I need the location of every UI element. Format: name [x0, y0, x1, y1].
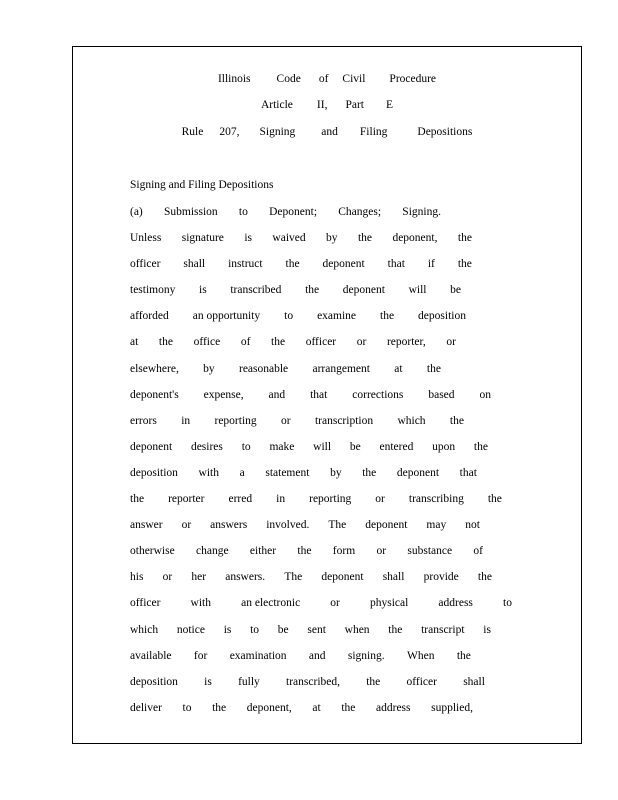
body-word: deponent, — [246, 701, 292, 714]
header-word: of — [318, 73, 329, 85]
body-word: the — [271, 336, 286, 349]
body-word: physical — [369, 597, 409, 610]
body-word: examination — [229, 649, 287, 662]
body-word: otherwise — [130, 545, 175, 558]
body-word: that — [310, 388, 328, 401]
body-word: transcribing — [408, 493, 464, 506]
body-word: answers — [210, 519, 248, 532]
body-word: Unless — [130, 232, 162, 245]
body-word: or — [376, 545, 387, 558]
body-word: Deponent; — [269, 206, 318, 218]
body-word: provide — [423, 571, 459, 584]
body-word: office — [193, 336, 221, 349]
body-word: will — [313, 440, 332, 453]
body-word: by — [326, 232, 338, 245]
body-word: will — [408, 284, 427, 297]
body-word: reporting — [309, 493, 352, 506]
body-word: deposition — [130, 675, 178, 688]
body-word: for — [193, 649, 208, 662]
body-word: reasonable — [238, 362, 289, 375]
body-word: transcript — [421, 623, 465, 636]
header-line-statute — [73, 72, 581, 86]
body-word: or — [375, 493, 385, 506]
body-line — [130, 570, 492, 596]
body-word: is — [244, 232, 252, 245]
body-line — [130, 492, 502, 518]
body-word: officer — [130, 258, 161, 271]
body-line — [130, 335, 456, 361]
body-word: not — [465, 519, 480, 532]
body-word: answers. — [225, 571, 266, 584]
body-word: to — [284, 310, 294, 323]
body-word: either — [249, 545, 277, 558]
header-word: 207, — [219, 126, 240, 138]
body-line — [130, 231, 472, 257]
body-line — [130, 440, 488, 466]
body-word: desires — [190, 440, 223, 453]
body-word: to — [182, 701, 192, 714]
body-word: deponent — [396, 466, 440, 479]
body-word: officer — [305, 336, 337, 349]
body-word: deposition — [418, 310, 466, 323]
header-line-article — [73, 98, 581, 112]
header-word: Code — [276, 73, 301, 85]
body-word: involved. — [266, 519, 310, 532]
body-word: deponent — [321, 571, 364, 584]
body-word: that — [387, 258, 405, 271]
body-word: to — [503, 597, 512, 610]
body-word: in — [276, 493, 286, 506]
body-word: transcription — [314, 414, 374, 427]
body-word: reporter — [168, 493, 205, 506]
body-line — [130, 257, 472, 283]
body-word: shall — [463, 675, 485, 688]
header-word: and — [321, 126, 338, 138]
body-word: on — [479, 388, 491, 401]
body-word: Submission — [164, 206, 218, 218]
body-word: to — [250, 623, 260, 636]
body-word: entered — [379, 440, 414, 453]
body-word: that — [459, 466, 477, 479]
body-word: of — [240, 336, 251, 349]
body-word: the — [487, 493, 502, 506]
body-line — [130, 518, 480, 544]
body-word: which — [397, 414, 426, 427]
body-line — [130, 544, 483, 570]
body-word: the — [285, 258, 300, 271]
body-word: the — [388, 623, 403, 636]
body-line — [130, 283, 461, 309]
body-word: transcribed, — [286, 675, 340, 688]
body-word: reporting — [214, 414, 257, 427]
body-word: deponent's — [130, 388, 179, 401]
body-line — [130, 623, 491, 649]
body-word: afforded — [130, 310, 169, 323]
body-word: an electronic — [241, 597, 301, 610]
body-word: supplied, — [431, 701, 473, 714]
body-word: the — [457, 232, 472, 245]
body-line — [130, 701, 473, 727]
body-word: arrangement — [312, 362, 370, 375]
body-word: elsewhere, — [130, 362, 179, 375]
body-word: or — [162, 571, 173, 584]
body-word: The — [284, 571, 303, 584]
header-word: II, — [316, 99, 328, 111]
body-word: address — [438, 597, 473, 610]
body-word: be — [450, 284, 461, 297]
body-word: is — [223, 623, 232, 636]
body-word: with — [190, 597, 211, 610]
body-word: by — [203, 362, 215, 375]
body-word: substance — [407, 545, 453, 558]
body-word: if — [427, 258, 435, 271]
header-word: Article — [260, 99, 293, 111]
section-heading: Signing and Filing Depositions — [130, 179, 274, 191]
body-word: waived — [272, 232, 306, 245]
body-word: instruct — [228, 258, 263, 271]
body-word: of — [473, 545, 483, 558]
body-word: deliver — [130, 701, 162, 714]
body-word: the — [297, 545, 312, 558]
body-word: statement — [265, 466, 310, 479]
body-word: (a) — [130, 206, 143, 218]
body-word: or — [281, 414, 291, 427]
body-word: to — [241, 440, 251, 453]
body-word: the — [426, 362, 441, 375]
body-word: the — [449, 414, 464, 427]
body-word: the — [366, 675, 381, 688]
body-word: the — [477, 571, 492, 584]
body-word: make — [269, 440, 295, 453]
body-word: at — [394, 362, 403, 375]
body-word: deponent — [322, 258, 365, 271]
body-word: may — [426, 519, 447, 532]
body-word: the — [158, 336, 173, 349]
body-line — [130, 309, 466, 335]
body-word: fully — [238, 675, 260, 688]
body-word: the — [473, 440, 488, 453]
body-word: officer — [406, 675, 437, 688]
body-word: address — [376, 701, 411, 714]
body-word: notice — [176, 623, 205, 636]
body-word: the — [212, 701, 227, 714]
body-word: her — [191, 571, 207, 584]
body-text — [130, 205, 514, 727]
header-word: Signing — [259, 126, 296, 138]
body-word: sent — [307, 623, 326, 636]
body-word: the — [357, 232, 373, 245]
body-word: based — [428, 388, 455, 401]
header-word: Procedure — [389, 73, 437, 85]
body-word: the — [362, 466, 377, 479]
body-word: be — [349, 440, 361, 453]
body-word: signature — [181, 232, 224, 245]
body-word: deponent, — [392, 232, 438, 245]
header-word: Illinois — [217, 73, 251, 85]
body-line — [130, 596, 512, 622]
header-word: Rule — [181, 126, 204, 138]
body-word: a — [239, 466, 245, 479]
header-word: Filing — [359, 126, 388, 138]
body-line — [130, 414, 464, 440]
body-word: examine — [317, 310, 357, 323]
body-word: answer — [130, 519, 163, 532]
body-word: when — [344, 623, 370, 636]
body-word: reporter, — [386, 336, 426, 349]
body-word: upon — [432, 440, 456, 453]
header-word: Part — [345, 99, 364, 111]
body-word: deponent — [365, 519, 408, 532]
body-word: erred — [228, 493, 253, 506]
body-word: the — [130, 493, 145, 506]
body-word: with — [198, 466, 219, 479]
body-word: The — [328, 519, 347, 532]
body-line — [130, 388, 491, 414]
body-word: signing. — [347, 649, 385, 662]
body-word: or — [446, 336, 456, 349]
body-word: is — [483, 623, 491, 636]
body-word: an opportunity — [192, 310, 261, 323]
body-word: and — [308, 649, 326, 662]
body-word: or — [181, 519, 192, 532]
body-word: the — [305, 284, 320, 297]
body-word: Signing. — [402, 206, 441, 218]
body-word: is — [199, 284, 207, 297]
body-word: deponent — [130, 440, 173, 453]
body-word: expense, — [203, 388, 244, 401]
body-word: at — [312, 701, 321, 714]
body-line — [130, 675, 485, 701]
body-word: form — [332, 545, 356, 558]
body-word: the — [456, 649, 471, 662]
header-word: E — [385, 99, 394, 111]
body-word: When — [407, 649, 435, 662]
header-word: Depositions — [417, 126, 473, 138]
body-word: and — [268, 388, 286, 401]
body-word: is — [204, 675, 212, 688]
body-word: corrections — [352, 388, 404, 401]
body-line — [130, 466, 477, 492]
header-word: Civil — [342, 73, 366, 85]
body-word: officer — [130, 597, 161, 610]
body-word: his — [130, 571, 144, 584]
header-line-rule — [73, 125, 581, 139]
body-word: shall — [183, 258, 206, 271]
body-word: deponent — [342, 284, 385, 297]
body-word: by — [330, 466, 342, 479]
body-word: be — [277, 623, 289, 636]
body-word: the — [341, 701, 356, 714]
body-word: in — [181, 414, 191, 427]
body-word: Changes; — [338, 206, 382, 218]
body-word: available — [130, 649, 172, 662]
body-line — [130, 362, 441, 388]
body-line — [130, 649, 471, 675]
body-word: the — [457, 258, 472, 271]
body-word: deposition — [130, 466, 178, 479]
body-word: to — [238, 206, 248, 218]
body-word: which — [130, 623, 159, 636]
body-line — [130, 205, 441, 231]
body-word: or — [330, 597, 340, 610]
body-word: or — [356, 336, 367, 349]
body-word: errors — [130, 414, 157, 427]
body-word: shall — [382, 571, 405, 584]
body-word: testimony — [130, 284, 176, 297]
document-page — [72, 46, 582, 744]
body-word: change — [196, 545, 229, 558]
body-word: the — [380, 310, 395, 323]
body-word: at — [130, 336, 139, 349]
body-word: transcribed — [230, 284, 282, 297]
